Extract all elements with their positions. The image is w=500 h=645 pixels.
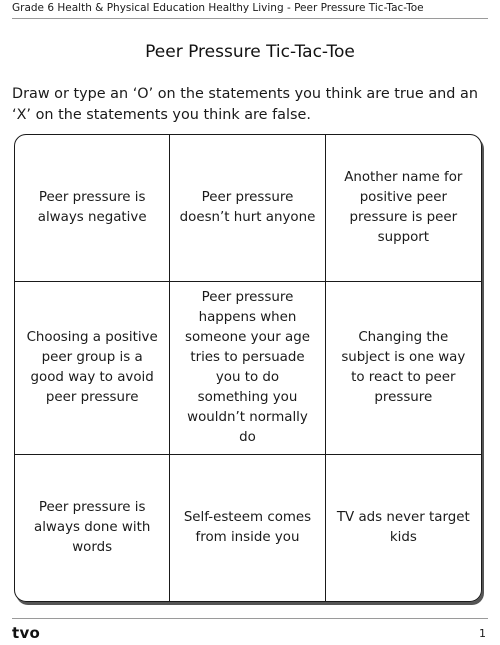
grid-cell-7[interactable]: Peer pressure is always done with words [15,455,170,602]
grid-cell-6[interactable]: Changing the subject is one way to react to peer pressure [326,282,481,455]
footer-divider [12,618,488,619]
tvo-logo: tvo [12,624,41,642]
page-number: 1 [479,627,486,640]
page-title: Peer Pressure Tic-Tac-Toe [145,42,355,62]
grid-cell-1[interactable]: Peer pressure is always negative [15,135,170,282]
tic-tac-toe-grid [14,134,482,602]
grid-cell-5[interactable]: Peer pressure happens when someone your age tries to persuade you to do something you wouldn’t normally do [170,282,325,455]
grid-cell-8[interactable]: Self-esteem comes from inside you [170,455,325,602]
instructions-text: Draw or type an ‘O’ on the statements you think are true and an ‘X’ on the statements you think are false. [12,86,478,123]
grid-cell-4[interactable]: Choosing a positive peer group is a good way to avoid peer pressure [15,282,170,455]
grid-cell-9[interactable]: TV ads never target kids [336,509,470,545]
grid-cell-2[interactable]: Peer pressure doesn’t hurt anyone [170,135,325,282]
header-divider [12,18,488,19]
grid-cell-3[interactable]: Another name for positive peer pressure is peer support [326,135,481,282]
document-header: Grade 6 Health & Physical Education Healthy Living - Peer Pressure Tic-Tac-Toe [12,2,424,14]
